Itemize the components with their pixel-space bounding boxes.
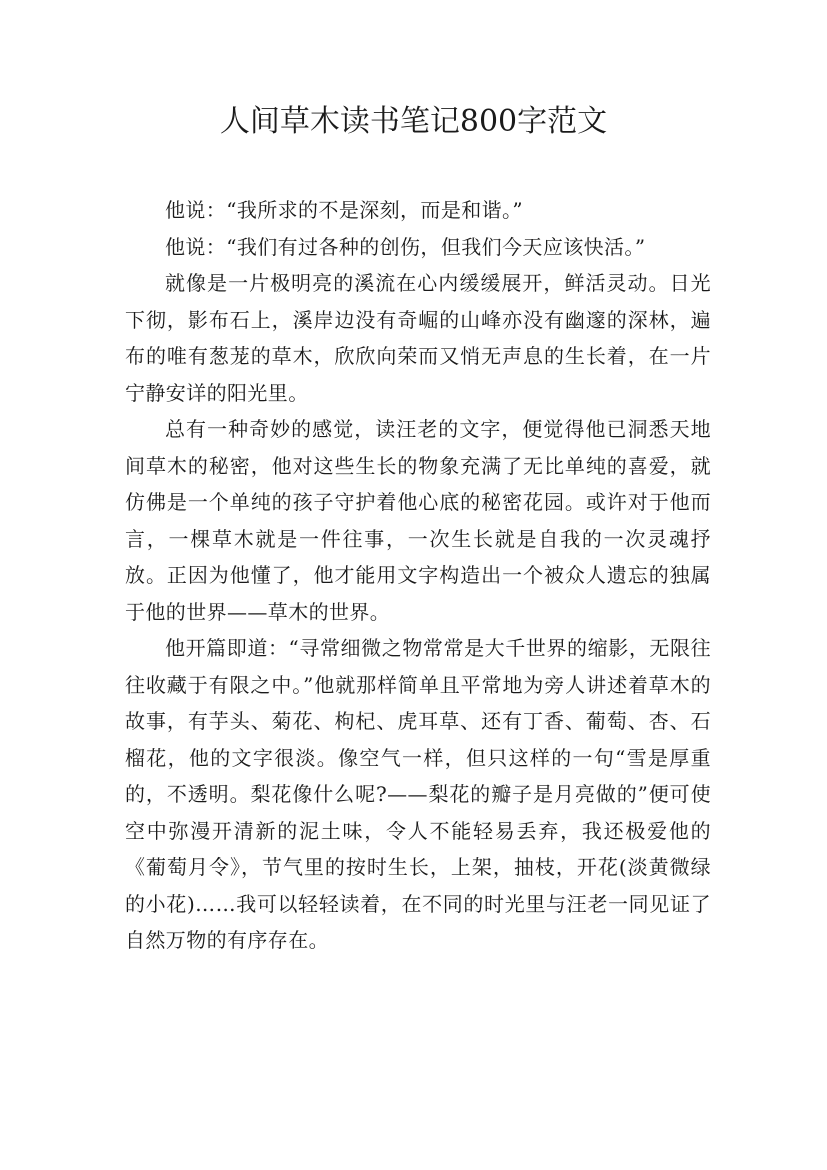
paragraph: 总有一种奇妙的感觉，读汪老的文字，便觉得他已洞悉天地间草木的秘密，他对这些生长的物象充满了无比单纯的喜爱，就仿佛是一个单纯的孩子守护着他心底的秘密花园。或许对于他而言，一棵草木就是一件往事，一次生长就是自我的一次灵魂抒放。正因为他懂了，他才能用文字构造出一个被众人遗忘的独属于他的世界——草木的世界。 (125, 417, 711, 624)
document-body (125, 192, 711, 959)
paragraph: 他说：“我们有过各种的创伤，但我们今天应该快活。” (165, 234, 646, 259)
paragraph: 他开篇即道：“寻常细微之物常常是大千世界的缩影，无限往往收藏于有限之中。”他就那样简单且平常地为旁人讲述着草木的故事，有芋头、菊花、枸杞、虎耳草、还有丁香、葡萄、杏、石榴花，他的文字很淡。像空气一样，但只这样的一句“雪是厚重的，不透明。梨花像什么呢?——梨花的瓣子是月亮做的”便可使空中弥漫开清新的泥土味，令人不能轻易丢弃，我还极爱他的《葡萄月令》，节气里的按时生长，上架，抽枝，开花(淡黄微绿的小花)……我可以轻轻读着，在不同的时光里与汪老一同见证了自然万物的有序存在。 (125, 636, 711, 952)
document-title: 人间草木读书笔记800字范文 (219, 104, 608, 139)
paragraph: 就像是一片极明亮的溪流在心内缓缓展开，鲜活灵动。日光下彻，影布石上，溪岸边没有奇崛的山峰亦没有幽邃的深林，遍布的唯有葱茏的草木，欣欣向荣而又悄无声息的生长着，在一片宁静安详的阳光里。 (125, 271, 711, 405)
paragraph: 他说：“我所求的不是深刻，而是和谐。” (165, 198, 524, 222)
